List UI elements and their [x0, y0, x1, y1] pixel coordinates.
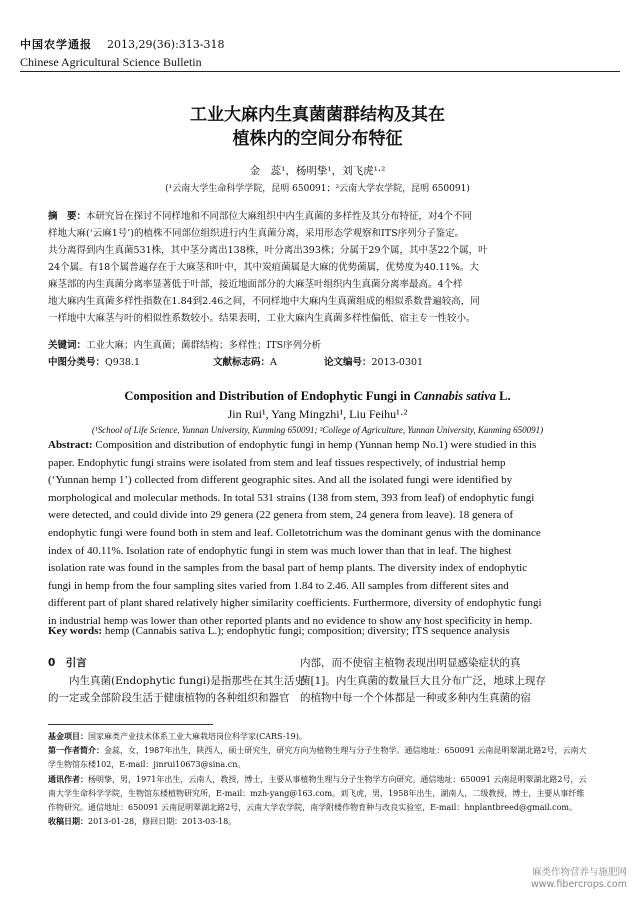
footnote-text: 金蕊，女，1987年出生，陕西人，硕士研究生，研究方向为植物生理与分子生物学。通信地址：650091 云南昆明翠湖北路2号，云南大学生物馆东楼102，E-mail：jinrui10673@sina.cn。 — [48, 746, 587, 770]
title-en-species: Cannabis sativa — [413, 389, 497, 403]
header-rule — [20, 71, 620, 72]
authors-cn: 金 蕊¹，杨明挚¹，刘飞虎¹·² — [249, 165, 386, 177]
keywords-en-text: hemp (Cannabis sativa L.); endophytic fungi; composition; diversity; ITS sequence analysis — [102, 625, 510, 637]
footnotes — [48, 730, 590, 829]
abstract-cn-label: 摘 要： — [48, 211, 87, 222]
footnote-text: 国家麻类产业技术体系工业大麻栽培岗位科学家(CARS-19)。 — [88, 732, 307, 741]
title-en-suffix: L. — [496, 389, 511, 403]
title-en — [0, 388, 635, 404]
footnote-dates — [48, 815, 590, 829]
footnote-first-author — [48, 744, 590, 772]
keywords-cn — [48, 337, 588, 354]
abstract-en-text: Composition and distribution of endophytic fungi in hemp (Yunnan hemp No.1) were studied in this paper. Endophytic fungi strains were isolated from stem and leaf tissues respectively, of industrial hemp (‘Yunnan hemp 1’) collected from different geographic sites. And all the isolated fungi were identified by morphological and molecular methods. In total 531 strains (138 from stem, 393 from leaf) of endophytic fungi were detected, and could divide into 29 genera (22 genera from stem, 24 genera from leave). 18 genera of endophytic fungi were found both in stem and leaf. Colletotrichum was the dominant genus with the dominance index of 40.11%. Isolation rate of endophytic fungi in stem was much lower than that in leaf. The highest isolation rate was found in the samples from the basal part of hemp plants. The diversity index of endophytic fungi in hemp from the four sampling sites varied from 1.84 to 2.46. All samples from different sites and different part of plant shared relatively higher similarity coefficients. Furthermore, diversity of endophytic fungi in industrial hemp was lower than other reported plants and no evidence to show any host specificity in hemp. — [48, 439, 542, 627]
footnote-text: 2013-01-28，修回日期：2013-03-18。 — [88, 817, 237, 827]
authors-en: Jin Rui¹, Yang Mingzhi¹, Liu Feihu¹·² — [227, 407, 408, 421]
footnote-text: 杨明挚，男，1971年出生，云南人，教授，博士，主要从事植物生理与分子生物学方向研究。通信地址：650091 云南昆明翠湖北路2号，云南大学生命科学学院，生物馆东楼植物研究所，E-mail：mzh-yang@163.com。刘飞虎，男，1958年出生，湖南人，二级教授，博士，主要从事纤维作物研究。通信地址：650091 云南昆明翠湖北路2号，云南大学农学院，南学附楼作物育种与改良实验室，E-mail：hnplantbreed@gmail.com。 — [48, 774, 587, 813]
title-en-prefix: Composition and Distribution of Endophytic Fungi in — [124, 389, 414, 403]
intro-right-column — [300, 655, 590, 708]
intro-left-column — [48, 655, 310, 708]
footnote-label: 第一作者简介： — [48, 746, 104, 756]
clc-value: Q938.1 — [105, 357, 141, 368]
watermark-line2: www.fibercrops.com — [530, 879, 627, 890]
paper-number-label: 论文编号： — [324, 357, 372, 368]
journal-name-cn: 中国农学通报 — [20, 38, 92, 51]
doc-code-label: 文献标志码： — [213, 357, 271, 368]
journal-name-en: Chinese Agricultural Science Bulletin — [20, 55, 202, 69]
journal-header — [20, 38, 620, 69]
title-cn — [0, 103, 635, 151]
doc-code-value: A — [270, 357, 277, 368]
watermark-line1: 麻类作物营养与施肥网 — [531, 867, 627, 878]
footnote-funding — [48, 730, 590, 744]
intro-right-text: 内部，而不使宿主植物表现出明显感染症状的真 菌[1]。内生真菌的数量巨大且分布广泛，地球上现存 的植物中每一个个体都是一种或多种内生真菌的宿 — [300, 657, 546, 704]
keywords-cn-label: 关键词： — [48, 340, 87, 351]
site-watermark — [531, 867, 627, 891]
keywords-cn-text: 工业大麻；内生真菌；菌群结构；多样性；ITS序列分析 — [86, 340, 322, 351]
abstract-en-label: Abstract: — [48, 439, 93, 451]
footnote-label: 通讯作者： — [48, 774, 88, 784]
clc-label: 中图分类号： — [48, 357, 106, 368]
title-cn-line1: 工业大麻内生真菌菌群结构及其在 — [190, 105, 445, 125]
intro-heading: 0 引言 — [48, 657, 87, 669]
keywords-en-label: Key words: — [48, 625, 103, 637]
footnote-label: 基金项目： — [48, 732, 88, 741]
citation: 2013,29(36):313-318 — [107, 38, 225, 51]
footnote-rule — [48, 724, 213, 725]
abstract-cn-text: 本研究旨在探讨不同样地和不同部位大麻组织中内生真菌的多样性及其分布特征，对4个不同 样地大麻(‘云麻1号’)的植株不同部位组织进行内生真菌分离，采用形态学观察和ITS序列分子鉴定。 共分离得到内生真菌531株，其中茎分离出138株，叶分离出393株；分属于29个属，其中茎22个属，叶 24个属。有18个属普遍存在于大麻茎和叶中，其中炭疽菌属是大麻的优势菌属，优势度为40.11%。大 麻茎部的内生真菌分离率显著低于叶部，接近地面部分的大麻茎叶组织内生真菌分离率最高。4个样 地大麻内生真菌多样性指数在1.84到2.46之间，不同样地中大麻内生真菌组成的相似系数普遍较高，同 一样地中大麻茎与叶的相似性系数较小。结果表明，工业大麻内生真菌多样性偏低、宿主专一性较小。 — [48, 211, 488, 324]
intro-left-text: 内生真菌(Endophytic fungi)是指那些在其生活史 的一定或全部阶段生活于健康植物的各种组织和器官 — [48, 674, 305, 704]
keywords-en — [48, 623, 588, 640]
abstract-cn — [48, 208, 588, 327]
title-cn-line2: 植株内的空间分布特征 — [232, 129, 403, 149]
footnote-corresponding — [48, 773, 590, 816]
affiliation-cn: (¹云南大学生命科学学院，昆明 650091；²云南大学农学院，昆明 650091) — [165, 184, 470, 194]
affiliation-en: (¹School of Life Science, Yunnan University, Kunming 650091; ²College of Agriculture, Yunnan University, Kunming 650091) — [91, 425, 544, 435]
footnote-label: 收稿日期： — [48, 817, 88, 827]
paper-number-value: 2013-0301 — [371, 357, 424, 368]
abstract-en — [48, 437, 588, 631]
